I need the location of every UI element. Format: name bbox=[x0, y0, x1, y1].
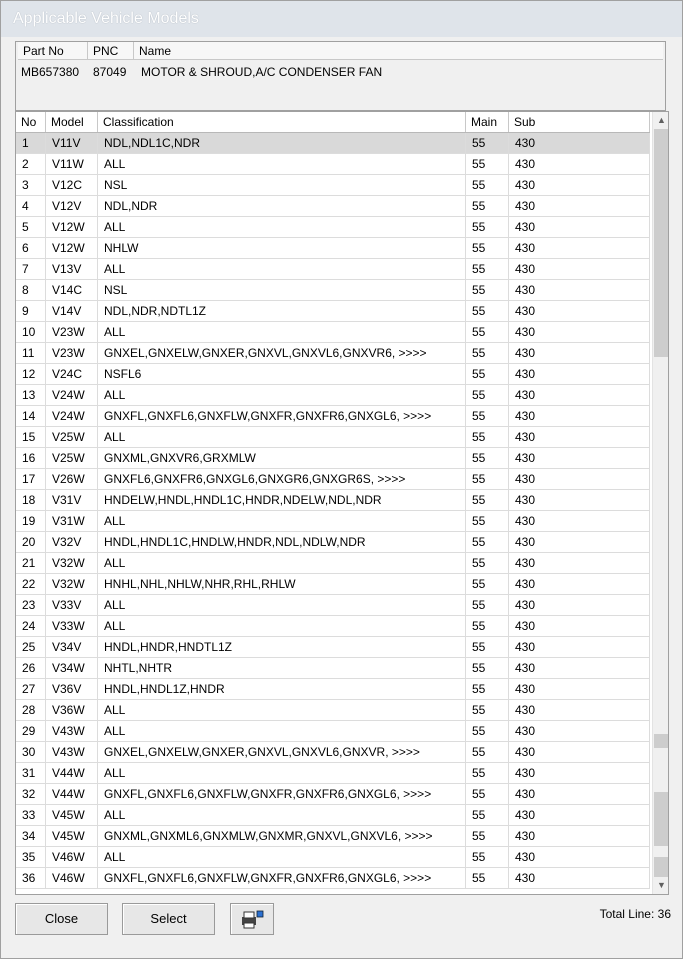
cell-classification: GNXFL,GNXFL6,GNXFLW,GNXFR,GNXFR6,GNXGL6, >>>> bbox=[98, 868, 466, 888]
cell-no: 36 bbox=[16, 868, 46, 888]
vertical-scrollbar[interactable] bbox=[652, 112, 669, 894]
cell-sub: 430 bbox=[509, 805, 650, 825]
cell-classification: ALL bbox=[98, 217, 466, 237]
chevron-up-icon[interactable]: ▲ bbox=[657, 115, 666, 125]
cell-classification: ALL bbox=[98, 154, 466, 174]
cell-no: 32 bbox=[16, 784, 46, 804]
cell-sub: 430 bbox=[509, 301, 650, 321]
cell-model: V31W bbox=[46, 511, 98, 531]
cell-main: 55 bbox=[466, 427, 509, 447]
cell-main: 55 bbox=[466, 616, 509, 636]
cell-sub: 430 bbox=[509, 322, 650, 342]
table-row[interactable] bbox=[16, 133, 650, 154]
cell-model: V12V bbox=[46, 196, 98, 216]
cell-sub: 430 bbox=[509, 490, 650, 510]
table-row[interactable] bbox=[16, 322, 650, 343]
table-row[interactable] bbox=[16, 868, 650, 889]
table-row[interactable] bbox=[16, 175, 650, 196]
cell-classification: ALL bbox=[98, 805, 466, 825]
cell-no: 25 bbox=[16, 637, 46, 657]
table-row[interactable] bbox=[16, 406, 650, 427]
scrollbar-thumb[interactable] bbox=[654, 129, 668, 357]
cell-model: V11V bbox=[46, 133, 98, 153]
cell-classification: GNXML,GNXVR6,GRXMLW bbox=[98, 448, 466, 468]
cell-sub: 430 bbox=[509, 595, 650, 615]
cell-main: 55 bbox=[466, 448, 509, 468]
cell-no: 10 bbox=[16, 322, 46, 342]
cell-no: 17 bbox=[16, 469, 46, 489]
cell-classification: ALL bbox=[98, 259, 466, 279]
cell-sub: 430 bbox=[509, 280, 650, 300]
printer-icon bbox=[239, 908, 265, 930]
table-row[interactable] bbox=[16, 700, 650, 721]
part-name-value: MOTOR & SHROUD,A/C CONDENSER FAN bbox=[141, 65, 383, 79]
cell-main: 55 bbox=[466, 595, 509, 615]
cell-no: 29 bbox=[16, 721, 46, 741]
cell-main: 55 bbox=[466, 700, 509, 720]
cell-main: 55 bbox=[466, 133, 509, 153]
cell-no: 27 bbox=[16, 679, 46, 699]
cell-classification: HNHL,NHL,NHLW,NHR,RHL,RHLW bbox=[98, 574, 466, 594]
cell-sub: 430 bbox=[509, 784, 650, 804]
cell-no: 26 bbox=[16, 658, 46, 678]
cell-main: 55 bbox=[466, 553, 509, 573]
cell-classification: HNDL,HNDL1Z,HNDR bbox=[98, 679, 466, 699]
vehicle-models-table bbox=[15, 111, 669, 895]
table-row[interactable] bbox=[16, 595, 650, 616]
cell-sub: 430 bbox=[509, 574, 650, 594]
cell-sub: 430 bbox=[509, 196, 650, 216]
cell-main: 55 bbox=[466, 637, 509, 657]
cell-classification: ALL bbox=[98, 595, 466, 615]
cell-sub: 430 bbox=[509, 259, 650, 279]
table-row[interactable] bbox=[16, 280, 650, 301]
cell-sub: 430 bbox=[509, 511, 650, 531]
cell-model: V23W bbox=[46, 322, 98, 342]
table-row[interactable] bbox=[16, 658, 650, 679]
cell-no: 3 bbox=[16, 175, 46, 195]
table-row[interactable] bbox=[16, 448, 650, 469]
table-row[interactable] bbox=[16, 763, 650, 784]
cell-sub: 430 bbox=[509, 133, 650, 153]
cell-main: 55 bbox=[466, 574, 509, 594]
cell-main: 55 bbox=[466, 364, 509, 384]
table-row[interactable] bbox=[16, 196, 650, 217]
cell-model: V36V bbox=[46, 679, 98, 699]
cell-model: V46W bbox=[46, 847, 98, 867]
cell-sub: 430 bbox=[509, 406, 650, 426]
cell-model: V32W bbox=[46, 574, 98, 594]
col-header-main[interactable]: Main bbox=[466, 112, 509, 132]
cell-model: V26W bbox=[46, 469, 98, 489]
table-row[interactable] bbox=[16, 784, 650, 805]
cell-no: 28 bbox=[16, 700, 46, 720]
cell-classification: ALL bbox=[98, 427, 466, 447]
cell-model: V25W bbox=[46, 448, 98, 468]
cell-no: 6 bbox=[16, 238, 46, 258]
table-row[interactable] bbox=[16, 553, 650, 574]
cell-main: 55 bbox=[466, 826, 509, 846]
cell-main: 55 bbox=[466, 385, 509, 405]
cell-no: 16 bbox=[16, 448, 46, 468]
cell-sub: 430 bbox=[509, 469, 650, 489]
cell-main: 55 bbox=[466, 511, 509, 531]
cell-main: 55 bbox=[466, 658, 509, 678]
table-row[interactable] bbox=[16, 637, 650, 658]
cell-sub: 430 bbox=[509, 721, 650, 741]
cell-no: 7 bbox=[16, 259, 46, 279]
cell-model: V14C bbox=[46, 280, 98, 300]
cell-sub: 430 bbox=[509, 742, 650, 762]
cell-main: 55 bbox=[466, 805, 509, 825]
table-row[interactable] bbox=[16, 574, 650, 595]
cell-main: 55 bbox=[466, 742, 509, 762]
cell-classification: NSL bbox=[98, 280, 466, 300]
table-row[interactable] bbox=[16, 616, 650, 637]
cell-model: V34W bbox=[46, 658, 98, 678]
cell-no: 5 bbox=[16, 217, 46, 237]
cell-no: 31 bbox=[16, 763, 46, 783]
print-button[interactable] bbox=[230, 903, 274, 935]
cell-classification: ALL bbox=[98, 616, 466, 636]
cell-main: 55 bbox=[466, 154, 509, 174]
scrollbar-mark bbox=[654, 857, 668, 877]
close-button[interactable]: Close bbox=[15, 903, 108, 935]
cell-no: 9 bbox=[16, 301, 46, 321]
cell-sub: 430 bbox=[509, 448, 650, 468]
cell-main: 55 bbox=[466, 721, 509, 741]
cell-sub: 430 bbox=[509, 658, 650, 678]
table-row[interactable] bbox=[16, 259, 650, 280]
cell-main: 55 bbox=[466, 280, 509, 300]
cell-no: 8 bbox=[16, 280, 46, 300]
cell-sub: 430 bbox=[509, 364, 650, 384]
pnc-value: 87049 bbox=[93, 65, 127, 79]
table-row[interactable] bbox=[16, 679, 650, 700]
cell-model: V24W bbox=[46, 385, 98, 405]
cell-classification: NHLW bbox=[98, 238, 466, 258]
cell-sub: 430 bbox=[509, 847, 650, 867]
cell-sub: 430 bbox=[509, 553, 650, 573]
cell-model: V33V bbox=[46, 595, 98, 615]
cell-main: 55 bbox=[466, 406, 509, 426]
cell-no: 23 bbox=[16, 595, 46, 615]
scrollbar-mark bbox=[654, 792, 668, 846]
cell-classification: NDL,NDR bbox=[98, 196, 466, 216]
cell-main: 55 bbox=[466, 259, 509, 279]
cell-classification: GNXML,GNXML6,GNXMLW,GNXMR,GNXVL,GNXVL6, >>>> bbox=[98, 826, 466, 846]
cell-model: V14V bbox=[46, 301, 98, 321]
cell-no: 30 bbox=[16, 742, 46, 762]
cell-main: 55 bbox=[466, 322, 509, 342]
cell-main: 55 bbox=[466, 301, 509, 321]
table-row[interactable] bbox=[16, 511, 650, 532]
cell-classification: GNXFL6,GNXFR6,GNXGL6,GNXGR6,GNXGR6S, >>>> bbox=[98, 469, 466, 489]
cell-no: 11 bbox=[16, 343, 46, 363]
cell-sub: 430 bbox=[509, 217, 650, 237]
cell-main: 55 bbox=[466, 763, 509, 783]
cell-sub: 430 bbox=[509, 385, 650, 405]
cell-no: 12 bbox=[16, 364, 46, 384]
cell-sub: 430 bbox=[509, 427, 650, 447]
cell-classification: ALL bbox=[98, 721, 466, 741]
cell-classification: ALL bbox=[98, 385, 466, 405]
part-no-value: MB657380 bbox=[21, 65, 80, 79]
table-header bbox=[16, 112, 650, 133]
cell-classification: ALL bbox=[98, 322, 466, 342]
cell-main: 55 bbox=[466, 868, 509, 888]
table-row[interactable] bbox=[16, 238, 650, 259]
cell-main: 55 bbox=[466, 490, 509, 510]
cell-classification: NDL,NDR,NDTL1Z bbox=[98, 301, 466, 321]
cell-sub: 430 bbox=[509, 238, 650, 258]
cell-main: 55 bbox=[466, 469, 509, 489]
cell-classification: GNXEL,GNXELW,GNXER,GNXVL,GNXVL6,GNXVR6, >>>> bbox=[98, 343, 466, 363]
cell-classification: ALL bbox=[98, 511, 466, 531]
cell-main: 55 bbox=[466, 175, 509, 195]
table-row[interactable] bbox=[16, 217, 650, 238]
cell-no: 18 bbox=[16, 490, 46, 510]
cell-sub: 430 bbox=[509, 679, 650, 699]
scrollbar-mark bbox=[654, 734, 668, 748]
cell-no: 19 bbox=[16, 511, 46, 531]
cell-classification: ALL bbox=[98, 553, 466, 573]
cell-sub: 430 bbox=[509, 637, 650, 657]
cell-classification: NSFL6 bbox=[98, 364, 466, 384]
window-title: Applicable Vehicle Models bbox=[13, 10, 199, 27]
table-body bbox=[16, 133, 650, 889]
cell-no: 21 bbox=[16, 553, 46, 573]
cell-model: V32W bbox=[46, 553, 98, 573]
cell-sub: 430 bbox=[509, 763, 650, 783]
table-row[interactable] bbox=[16, 721, 650, 742]
cell-sub: 430 bbox=[509, 175, 650, 195]
cell-classification: ALL bbox=[98, 700, 466, 720]
cell-main: 55 bbox=[466, 343, 509, 363]
table-row[interactable] bbox=[16, 826, 650, 847]
cell-classification: HNDL,HNDR,HNDTL1Z bbox=[98, 637, 466, 657]
cell-classification: GNXFL,GNXFL6,GNXFLW,GNXFR,GNXFR6,GNXGL6, >>>> bbox=[98, 406, 466, 426]
table-row[interactable] bbox=[16, 490, 650, 511]
cell-model: V46W bbox=[46, 868, 98, 888]
cell-model: V44W bbox=[46, 763, 98, 783]
cell-model: V25W bbox=[46, 427, 98, 447]
cell-no: 4 bbox=[16, 196, 46, 216]
cell-classification: HNDELW,HNDL,HNDL1C,HNDR,NDELW,NDL,NDR bbox=[98, 490, 466, 510]
cell-classification: ALL bbox=[98, 763, 466, 783]
table-row[interactable] bbox=[16, 847, 650, 868]
part-no-header[interactable]: Part No bbox=[18, 42, 88, 60]
cell-main: 55 bbox=[466, 784, 509, 804]
cell-no: 1 bbox=[16, 133, 46, 153]
part-info-header bbox=[18, 42, 663, 60]
table-row[interactable] bbox=[16, 154, 650, 175]
cell-model: V45W bbox=[46, 805, 98, 825]
col-header-classification[interactable]: Classification bbox=[98, 112, 466, 132]
cell-no: 22 bbox=[16, 574, 46, 594]
table-row[interactable] bbox=[16, 385, 650, 406]
col-header-sub[interactable]: Sub bbox=[509, 112, 650, 132]
cell-no: 15 bbox=[16, 427, 46, 447]
cell-model: V44W bbox=[46, 784, 98, 804]
table-row[interactable] bbox=[16, 805, 650, 826]
cell-model: V43W bbox=[46, 721, 98, 741]
cell-model: V12W bbox=[46, 217, 98, 237]
cell-sub: 430 bbox=[509, 700, 650, 720]
cell-sub: 430 bbox=[509, 616, 650, 636]
cell-model: V11W bbox=[46, 154, 98, 174]
cell-classification: HNDL,HNDL1C,HNDLW,HNDR,NDL,NDLW,NDR bbox=[98, 532, 466, 552]
cell-model: V24C bbox=[46, 364, 98, 384]
cell-model: V45W bbox=[46, 826, 98, 846]
cell-model: V13V bbox=[46, 259, 98, 279]
col-header-model[interactable]: Model bbox=[46, 112, 98, 132]
col-header-no[interactable]: No bbox=[16, 112, 46, 132]
cell-classification: NSL bbox=[98, 175, 466, 195]
total-line-label: Total Line: 36 bbox=[599, 907, 671, 921]
table-row[interactable] bbox=[16, 742, 650, 763]
cell-model: V36W bbox=[46, 700, 98, 720]
cell-classification: GNXFL,GNXFL6,GNXFLW,GNXFR,GNXFR6,GNXGL6, >>>> bbox=[98, 784, 466, 804]
cell-no: 14 bbox=[16, 406, 46, 426]
cell-model: V23W bbox=[46, 343, 98, 363]
cell-main: 55 bbox=[466, 847, 509, 867]
select-button[interactable]: Select bbox=[122, 903, 215, 935]
cell-model: V32V bbox=[46, 532, 98, 552]
pnc-header[interactable]: PNC bbox=[88, 42, 134, 60]
name-header[interactable]: Name bbox=[139, 44, 172, 58]
cell-classification: NDL,NDL1C,NDR bbox=[98, 133, 466, 153]
cell-classification: NHTL,NHTR bbox=[98, 658, 466, 678]
cell-no: 20 bbox=[16, 532, 46, 552]
cell-no: 2 bbox=[16, 154, 46, 174]
cell-model: V12W bbox=[46, 238, 98, 258]
cell-sub: 430 bbox=[509, 826, 650, 846]
cell-no: 35 bbox=[16, 847, 46, 867]
cell-classification: ALL bbox=[98, 847, 466, 867]
cell-no: 13 bbox=[16, 385, 46, 405]
cell-sub: 430 bbox=[509, 154, 650, 174]
cell-main: 55 bbox=[466, 196, 509, 216]
cell-model: V34V bbox=[46, 637, 98, 657]
cell-no: 24 bbox=[16, 616, 46, 636]
cell-main: 55 bbox=[466, 532, 509, 552]
table-row[interactable] bbox=[16, 427, 650, 448]
cell-sub: 430 bbox=[509, 343, 650, 363]
table-row[interactable] bbox=[16, 343, 650, 364]
part-info-panel bbox=[15, 41, 666, 111]
part-info-row[interactable] bbox=[18, 62, 663, 82]
table-row[interactable] bbox=[16, 532, 650, 553]
table-row[interactable] bbox=[16, 469, 650, 490]
window-titlebar bbox=[1, 1, 682, 37]
cell-model: V31V bbox=[46, 490, 98, 510]
cell-sub: 430 bbox=[509, 532, 650, 552]
cell-classification: GNXEL,GNXELW,GNXER,GNXVL,GNXVL6,GNXVR, >>>> bbox=[98, 742, 466, 762]
table-row[interactable] bbox=[16, 364, 650, 385]
cell-model: V43W bbox=[46, 742, 98, 762]
cell-sub: 430 bbox=[509, 868, 650, 888]
cell-main: 55 bbox=[466, 238, 509, 258]
cell-model: V24W bbox=[46, 406, 98, 426]
cell-no: 34 bbox=[16, 826, 46, 846]
cell-main: 55 bbox=[466, 679, 509, 699]
cell-model: V33W bbox=[46, 616, 98, 636]
cell-model: V12C bbox=[46, 175, 98, 195]
cell-main: 55 bbox=[466, 217, 509, 237]
chevron-down-icon[interactable]: ▼ bbox=[657, 880, 666, 890]
cell-no: 33 bbox=[16, 805, 46, 825]
table-row[interactable] bbox=[16, 301, 650, 322]
